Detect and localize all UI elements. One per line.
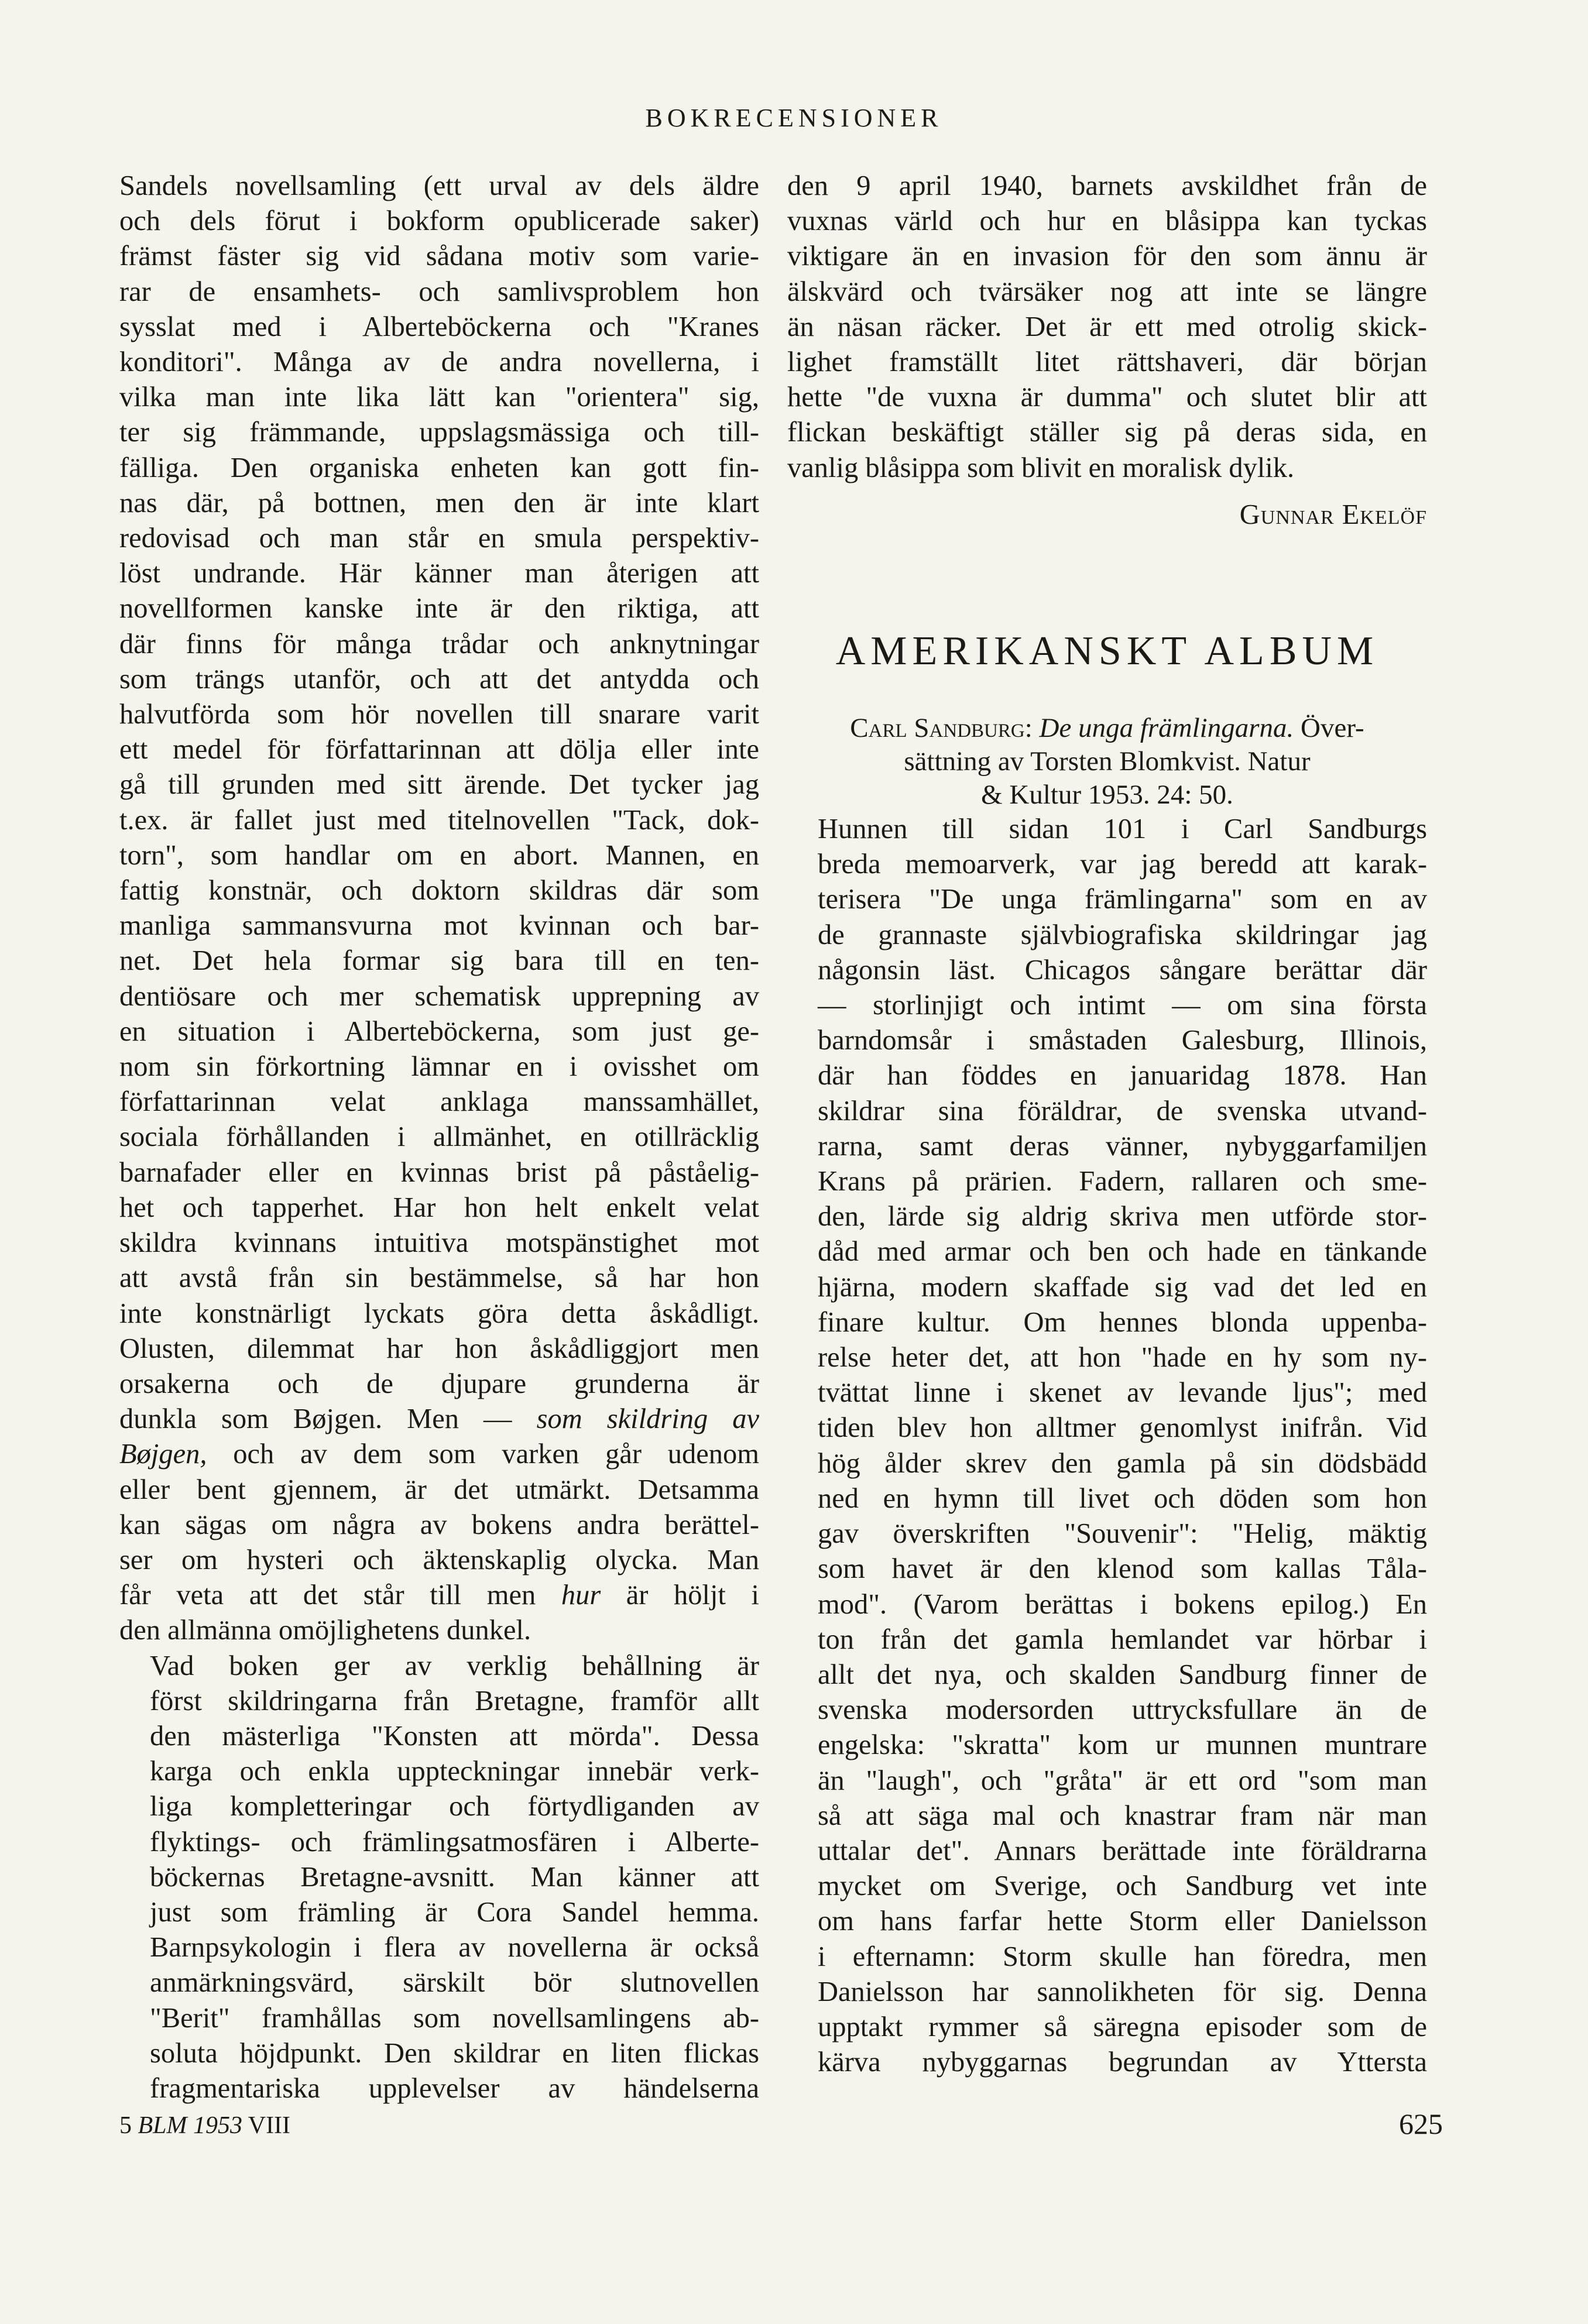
text-line: först skildringarna från Bretagne, framför allt xyxy=(150,1685,759,1717)
text-line: kan sägas om några av bokens andra berättel- xyxy=(119,1509,759,1540)
text-line: lighet framställt litet rättshaveri, där början xyxy=(787,346,1427,378)
text-line: viktigare än en invasion för den som ännu är xyxy=(787,241,1427,272)
text-line: t.ex. är fallet just med titelnovellen "Tack, dok- xyxy=(119,804,759,836)
text-line: dåd med armar och ben och hade en tänkande xyxy=(818,1236,1427,1268)
text-line: löst undrande. Här känner man återigen att xyxy=(119,558,759,589)
left-paragraph-1 xyxy=(119,169,759,1649)
book-citation xyxy=(787,712,1427,812)
reviewer-signature: Gunnar Ekelöf xyxy=(1239,499,1427,530)
text-line-with-italic xyxy=(119,1402,759,1437)
page-number: 625 xyxy=(1399,2107,1443,2140)
text-line: halvutförda som hör novellen till snarare varit xyxy=(119,699,759,730)
text-line: manliga sammansvurna mot kvinnan och bar- xyxy=(119,910,759,942)
text-line: inte konstnärligt lyckats göra detta åskådligt. xyxy=(119,1297,759,1329)
text-line: kärva nybyggarnas begrundan av Yttersta xyxy=(818,2047,1427,2078)
text-line: att avstå från sin bestämmelse, så har hon xyxy=(119,1262,759,1294)
text-line: Vad boken ger av verklig behållning är xyxy=(150,1650,759,1681)
text-line: ser om hysteri och äktenskaplig olycka. Man xyxy=(119,1544,759,1575)
left-column xyxy=(119,169,759,2106)
text-line: Hunnen till sidan 101 i Carl Sandburgs xyxy=(818,813,1427,845)
text-line-with-italic xyxy=(119,1578,759,1613)
review-paragraph xyxy=(787,812,1427,2080)
text-line: relse heter det, att hon "hade en hy som ny- xyxy=(818,1342,1427,1374)
text-line: böckernas Bretagne-avsnitt. Man känner att xyxy=(150,1861,759,1893)
text-line: vilka man inte lika lätt kan "orientera" sig, xyxy=(119,382,759,413)
text-line: konditori". Många av de andra novellerna, i xyxy=(119,346,759,378)
text-fragment: dunkla som Bøjgen. Men — xyxy=(119,1403,537,1435)
text-line: soluta höjdpunkt. Den skildrar en liten flickas xyxy=(150,2037,759,2069)
text-line: "Berit" framhållas som novellsamlingens ab- xyxy=(150,2002,759,2034)
text-line: skildrar sina föräldrar, de svenska utvand- xyxy=(818,1095,1427,1127)
text-line: ton från det gamla hemlandet var hörbar i xyxy=(818,1623,1427,1655)
text-line: hjärna, modern skaffade sig vad det led en xyxy=(818,1271,1427,1303)
text-line: eller bent gjennem, är det utmärkt. Detsamma xyxy=(119,1474,759,1505)
text-line: författarinnan velat anklaga manssamhället, xyxy=(119,1086,759,1118)
text-line: hög ålder skrev den gamla på sin dödsbädd xyxy=(818,1447,1427,1479)
text-line: skildra kvinnans intuitiva motspänstighet mot xyxy=(119,1227,759,1259)
text-line: just som främling är Cora Sandel hemma. xyxy=(150,1896,759,1928)
text-line: breda memoarverk, var jag beredd att karak- xyxy=(818,849,1427,880)
citation-line: sättning av Torsten Blomkvist. Natur xyxy=(904,746,1311,777)
text-line: anmärkningsvärd, särskilt bör slutnovellen xyxy=(150,1967,759,1999)
text-line: orsakerna och de djupare grunderna är xyxy=(119,1368,759,1399)
text-line: fragmentariska upplevelser av händelserna xyxy=(150,2072,759,2104)
text-line: redovisad och man står en smula perspektiv- xyxy=(119,523,759,554)
text-line: dentiösare och mer schematisk upprepning av xyxy=(119,980,759,1012)
text-line: barnafader eller en kvinnas brist på påståelig- xyxy=(119,1156,759,1188)
book-author: Carl Sandburg xyxy=(850,713,1025,744)
text-line: Krans på prärien. Fadern, rallaren och sme- xyxy=(818,1166,1427,1197)
text-line: Danielsson har sannolikheten för sig. Denna xyxy=(818,1976,1427,2007)
text-line: om hans farfar hette Storm eller Danielsson xyxy=(818,1906,1427,1937)
text-line: ter sig främmande, uppslagsmässiga och till- xyxy=(119,417,759,448)
journal-name: BLM xyxy=(138,2112,187,2139)
sheet-number: 5 xyxy=(119,2112,138,2139)
text-line: och dels förut i bokform opublicerade saker) xyxy=(119,205,759,237)
text-line: någonsin läst. Chicagos sångare berättar där xyxy=(818,954,1427,986)
text-line: i efternamn: Storm skulle han föredra, men xyxy=(818,1941,1427,1972)
text-line: torn", som handlar om en abort. Mannen, en xyxy=(119,839,759,871)
text-line: upptakt rymmer så säregna episoder som de xyxy=(818,2011,1427,2042)
italic-word: Bøjgen, xyxy=(119,1439,207,1470)
text-line: net. Det hela formar sig bara till en ten- xyxy=(119,945,759,977)
text-line: barndomsår i småstaden Galesburg, Illinois, xyxy=(818,1025,1427,1056)
text-line: allt det nya, och skalden Sandburg finner de xyxy=(818,1659,1427,1690)
citation-fragment: Över- xyxy=(1294,713,1364,744)
text-line: där finns för många trådar och anknytningar xyxy=(119,628,759,660)
text-line: rarna, samt deras vänner, nybyggarfamiljen xyxy=(818,1130,1427,1162)
text-fragment: är höljt i xyxy=(601,1580,759,1611)
text-line: främst fäster sig vid sådana motiv som varie- xyxy=(119,241,759,272)
text-line: svenska modersorden uttrycksfullare än de xyxy=(818,1694,1427,1726)
text-line: Barnpsykologin i flera av novellerna är också xyxy=(150,1932,759,1963)
text-line: tiden blev hon alltmer genomlyst inifrån. Vid xyxy=(818,1412,1427,1444)
book-title: De unga främlingarna. xyxy=(1039,713,1294,744)
text-line: — storlinjigt och intimt — om sina första xyxy=(818,990,1427,1021)
text-line: vuxnas värld och hur en blåsippa kan tyckas xyxy=(787,205,1427,237)
text-line: den 9 april 1940, barnets avskildhet från de xyxy=(787,170,1427,201)
text-line: uttalar det". Annars berättade inte föräldrarna xyxy=(818,1835,1427,1866)
text-line: den allmänna omöjlighetens dunkel. xyxy=(119,1615,531,1646)
text-line: finare kultur. Om hennes blonda uppenba- xyxy=(818,1306,1427,1338)
text-line: än näsan räcker. Det är ett med otrolig skick- xyxy=(787,311,1427,342)
text-line: en situation i Alberteböckerna, som just ge- xyxy=(119,1015,759,1047)
text-line: flyktings- och främlingsatmosfären i Alberte- xyxy=(150,1826,759,1858)
text-line: ned en hymn till livet och döden som hon xyxy=(818,1482,1427,1514)
text-line xyxy=(119,1437,759,1472)
text-line: så att säga mal och knastrar fram när man xyxy=(818,1800,1427,1831)
journal-year: 1953 xyxy=(193,2112,242,2139)
text-fragment: och av dem som varken går udenom xyxy=(207,1439,759,1470)
text-line: fälliga. Den organiska enheten kan gott fin- xyxy=(119,452,759,483)
text-line: het och tapperhet. Har hon helt enkelt velat xyxy=(119,1192,759,1223)
text-line: terisera "De unga främlingarna" som en av xyxy=(818,884,1427,915)
text-line: novellformen kanske inte är den riktiga, att xyxy=(119,593,759,624)
author-colon: : xyxy=(1024,713,1040,744)
text-line: fattig konstnär, och doktorn skildras där som xyxy=(119,875,759,907)
text-line: tvättat linne i skenet av levande ljus"; med xyxy=(818,1377,1427,1409)
text-line: Sandels novellsamling (ett urval av dels äldre xyxy=(119,170,759,201)
text-line: nom sin förkortning lämnar en i ovisshet om xyxy=(119,1051,759,1083)
section-title: AMERIKANSKT ALBUM xyxy=(835,629,1379,674)
running-head: BOKRECENSIONER xyxy=(645,104,943,132)
text-line: flickan beskäftigt ställer sig på deras sida, en xyxy=(787,417,1427,448)
text-line: karga och enkla uppteckningar innebär verk- xyxy=(150,1756,759,1787)
text-line: sociala förhållanden i allmänhet, en otillräcklig xyxy=(119,1121,759,1153)
text-line: än "laugh", och "gråta" är ett ord "som man xyxy=(818,1765,1427,1796)
text-line: gav överskriften "Souvenir": "Helig, mäktig xyxy=(818,1518,1427,1550)
text-line: mod". (Varom berättas i bokens epilog.) En xyxy=(818,1588,1427,1620)
text-line: ett medel för författarinnan att dölja eller inte xyxy=(119,734,759,765)
text-line: den, lärde sig aldrig skriva men utförde stor- xyxy=(818,1201,1427,1233)
text-line: som trängs utanför, och att det antydda och xyxy=(119,663,759,695)
text-line: som havet är den klenod som kallas Tåla- xyxy=(818,1553,1427,1585)
text-line: Olusten, dilemmat har hon åskådliggjort men xyxy=(119,1333,759,1364)
right-column xyxy=(787,169,1427,2080)
text-line: älskvärd och tvärsäker nog att inte se längre xyxy=(787,276,1427,307)
text-line: mycket om Sverige, och Sandburg vet inte xyxy=(818,1870,1427,1902)
text-line: sysslat med i Alberteböckerna och "Kranes xyxy=(119,311,759,342)
text-line: engelska: "skratta" kom ur munnen muntrare xyxy=(818,1729,1427,1761)
text-line: rar de ensamhets- och samlivsproblem hon xyxy=(119,276,759,307)
italic-phrase: som skildring av xyxy=(536,1403,759,1435)
text-line: gå till grunden med sitt ärende. Det tycker jag xyxy=(119,769,759,801)
journal-volume: VIII xyxy=(242,2112,291,2139)
citation-line: & Kultur 1953. 24: 50. xyxy=(981,780,1233,811)
signature-mark xyxy=(119,2112,290,2140)
text-line: liga kompletteringar och förtydliganden av xyxy=(150,1791,759,1822)
citation-line xyxy=(787,712,1427,745)
text-line: nas där, på bottnen, men den är inte klart xyxy=(119,487,759,519)
right-paragraph-1 xyxy=(787,169,1427,486)
text-line: den mästerliga "Konsten att mörda". Dessa xyxy=(150,1720,759,1752)
left-paragraph-2 xyxy=(119,1649,759,2107)
text-line: där han föddes en januaridag 1878. Han xyxy=(818,1060,1427,1091)
italic-word: hur xyxy=(561,1580,601,1611)
text-fragment: får veta att det står till men xyxy=(119,1580,561,1611)
text-line: de grannaste självbiografiska skildringar jag xyxy=(818,919,1427,950)
text-line: vanlig blåsippa som blivit en moralisk dylik. xyxy=(787,452,1295,483)
text-line: hette "de vuxna är dumma" och slutet blir att xyxy=(787,382,1427,413)
